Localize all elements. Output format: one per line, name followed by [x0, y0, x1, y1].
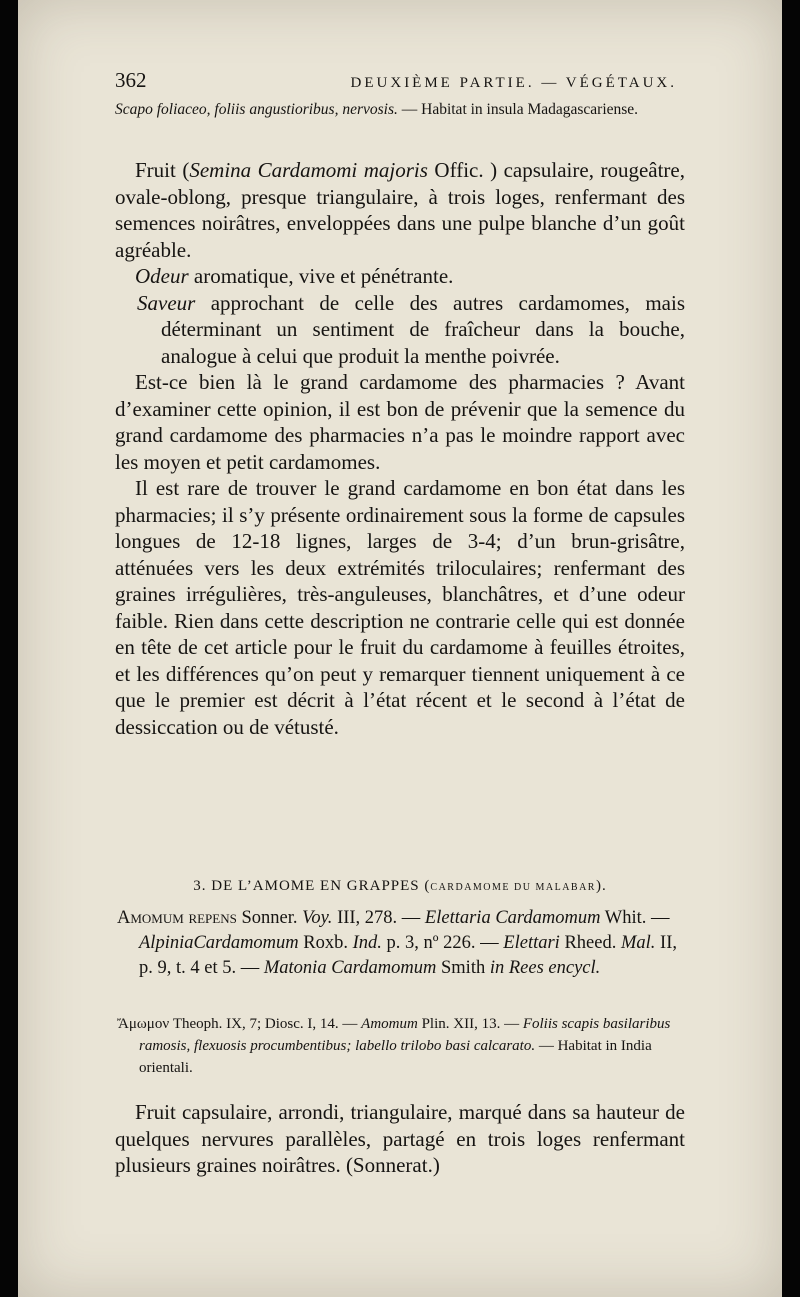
greek-diagnosis: Foliis scapis basilaribus ramosis, flexuosis procumbentibus; labello trilobo basi calcarato. [139, 1016, 671, 1054]
odeur-paragraph [115, 263, 685, 290]
greek-ref: Plin. XII, 13. — [417, 1016, 523, 1032]
synonymy-paragraph [115, 906, 685, 981]
fruit-latin-name: Semina Cardamomi majoris [189, 158, 428, 182]
fruit-paragraph [115, 157, 685, 263]
running-title: DEUXIÈME PARTIE. — VÉGÉTAUX. [350, 75, 677, 91]
syn-italic: Matonia Cardamomum [263, 958, 437, 978]
odeur-text: aromatique, vive et pénétrante. [188, 264, 454, 288]
greek-habitat: — Habitat in India orientali. [139, 1038, 652, 1076]
page-number: 362 [115, 68, 147, 92]
question-paragraph: Est-ce bien là le grand cardamome des pharmacies ? Avant d’examiner cette opinion, il est bon de prévenir que la semence du grand cardamome des pharmacies n’a pas le moindre rapport avec les moyen et petit cardamomes. [115, 370, 685, 474]
syn-text: III, 278. — [332, 908, 425, 928]
main-description [115, 157, 685, 740]
syn-text: Whit. — [600, 908, 670, 928]
syn-italic: AlpiniaCardamomum [139, 933, 299, 953]
species-name: Amomum repens [117, 908, 237, 928]
syn-text: p. 3, nº 226. — [381, 933, 504, 953]
final-paragraph: Fruit capsulaire, arrondi, triangulaire, marqué dans sa hauteur de quelques nervures parallèles, partagé en trois loges renfermant plusieurs graines noirâtres. (Sonnerat.) [115, 1100, 685, 1177]
fruit-description: Offic. ) capsulaire, rougeâtre, ovale-oblong, presque triangulaire, à trois loges, renfermant des semences noirâtres, enveloppées dans une pulpe blanche d’un goût agréable. [115, 158, 685, 262]
latin-diagnosis [115, 98, 685, 121]
saveur-paragraph [115, 290, 685, 370]
syn-text: Rheed. [559, 933, 621, 953]
pharmacy-paragraph: Il est rare de trouver le grand cardamome en bon état dans les pharmacies; il s’y présente ordinairement sous la forme de capsules longues de 12-18 lignes, larges de 3-4; d’un brun-grisâtre, atténuées vers les deux extrémités triloculaires; renfermant des graines irrégulières, très-anguleuses, blanchâtres, et d’une odeur faible. Rien dans cette description ne contrarie celle qui est donnée en tête de cet article pour le fruit du cardamome à feuilles étroites, et les différences qu’on peut y remarquer tiennent uniquement à ce que le premier est décrit à l’état récent et le second à l’état de dessiccation ou de vétusté. [115, 476, 685, 739]
diagnosis-habitat: — Habitat in insula Madagascariense. [397, 101, 639, 118]
greek-ref: Ἄμωμον Theoph. IX, 7; Diosc. I, 14. — [117, 1016, 362, 1032]
syn-italic: Ind. [352, 933, 382, 953]
final-description [115, 1099, 685, 1179]
syn-italic: in Rees encycl. [489, 958, 601, 978]
greek-paragraph [115, 1013, 685, 1079]
running-header [115, 68, 685, 92]
syn-text: Sonner. [236, 908, 303, 928]
greek-reference-block [115, 1013, 685, 1079]
syn-text: Smith [436, 958, 490, 978]
saveur-label: Saveur [137, 290, 196, 315]
section-heading [115, 878, 685, 895]
diagnosis-italic: Scapo foliaceo, foliis angustioribus, nervosis. [115, 101, 398, 118]
fruit-label: Fruit ( [135, 158, 190, 182]
greek-italic: Amomum [361, 1016, 418, 1032]
syn-text: Roxb. [298, 933, 353, 953]
section-subtitle: CARDAMOME DU MALABAR [430, 882, 596, 893]
odeur-label: Odeur [135, 264, 189, 288]
section-title-end: ). [595, 878, 607, 894]
syn-italic: Elettaria Cardamomum [424, 908, 601, 928]
syn-italic: Elettari [503, 933, 560, 953]
syn-text: II, p. 9, t. 4 et 5. — [139, 933, 677, 978]
syn-italic: Mal. [620, 933, 656, 953]
synonymy-block [115, 906, 685, 981]
book-page [18, 0, 782, 1297]
syn-italic: Voy. [302, 908, 333, 928]
saveur-text: approchant de celle des autres cardamomes, mais déterminant un sentiment de fraîcheur dans la bouche, analogue à celui que produit la menthe poivrée. [161, 290, 685, 368]
section-title: 3. DE L’AMOME EN GRAPPES ( [193, 878, 431, 894]
